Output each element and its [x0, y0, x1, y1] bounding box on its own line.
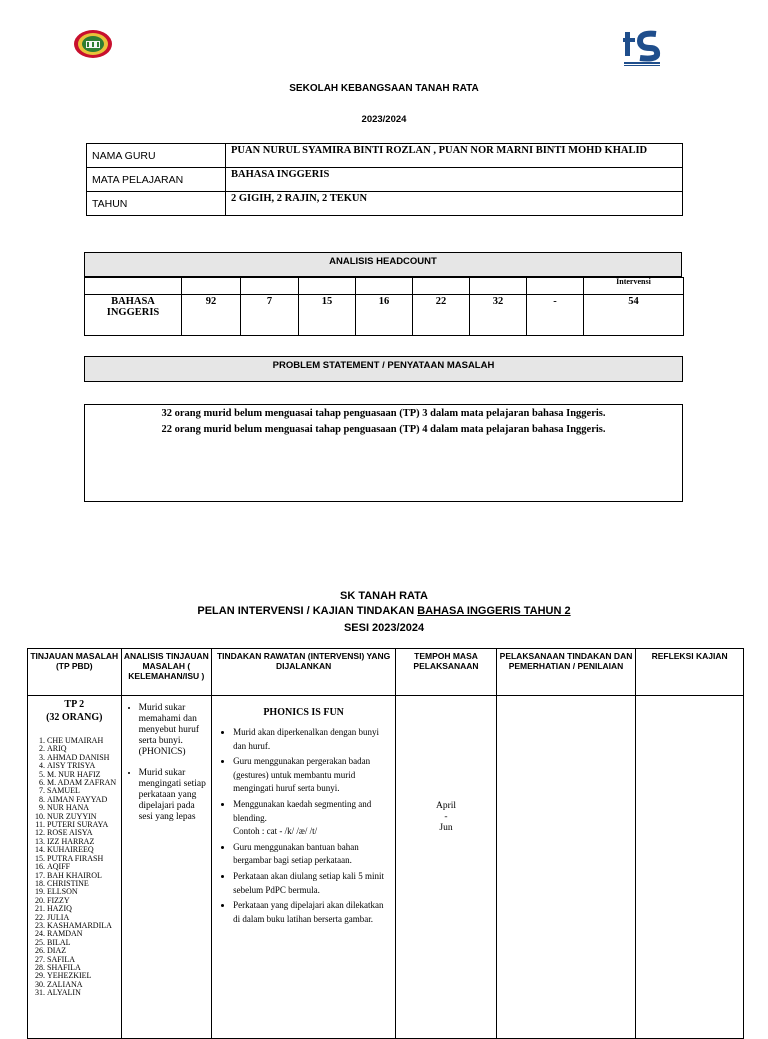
headcount-value: 16: [356, 295, 413, 336]
headcount-header-row: [85, 278, 684, 295]
student-list: [29, 737, 120, 998]
headcount-value: 15: [299, 295, 356, 336]
headcount-data-row: [85, 295, 684, 336]
tempoh-end: Jun: [439, 823, 453, 833]
student-name: 30. ZALIANA: [47, 981, 120, 989]
table-row: [28, 696, 744, 1039]
student-name: 7. SAMUEL: [47, 787, 120, 795]
info-row: [87, 144, 683, 168]
header-refleksi: REFLEKSI KAJIAN: [636, 649, 744, 696]
teacher-info-table: [86, 143, 683, 216]
student-name: 1. CHE UMAIRAH: [47, 737, 120, 745]
student-name: 19. ELLSON: [47, 888, 120, 896]
student-name: 20. FIZZY: [47, 897, 120, 905]
student-name: 29. YEHEZKIEL: [47, 972, 120, 980]
tindakan-cell: [212, 696, 396, 1039]
headcount-value: 54: [584, 295, 684, 336]
problem-statement-box: [84, 404, 683, 502]
problem-line: 22 orang murid belum menguasai tahap penguasaan (TP) 4 dalam mata pelajaran bahasa Inggeris.: [161, 424, 606, 435]
plan-title: [0, 605, 768, 617]
header-tindakan: TINDAKAN RAWATAN (INTERVENSI) YANG DIJALANKAN: [212, 649, 396, 696]
pelaksanaan-cell: [496, 696, 635, 1039]
school-crest-icon: [73, 29, 113, 59]
plan-session: SESI 2023/2024: [343, 622, 425, 634]
tempoh-dash: -: [444, 812, 448, 822]
student-name: 23. KASHAMARDILA: [47, 922, 120, 930]
student-name: 2. ARIQ: [47, 745, 120, 753]
header-tinjauan: TINJAUAN MASALAH (TP PBD): [28, 649, 122, 696]
student-name: 24. RAMDAN: [47, 930, 120, 938]
tinjauan-cell: [28, 696, 122, 1039]
header-analisis: ANALISIS TINJAUAN MASALAH ( KELEMAHAN/ISU ): [121, 649, 212, 696]
school-name: SEKOLAH KEBANGSAAN TANAH RATA: [289, 83, 479, 94]
list-item: • Perkataan akan diulang setiap kali 5 minit sebelum PdPC bermula.: [233, 870, 392, 897]
student-name: 6. M. ADAM ZAFRAN: [47, 779, 120, 787]
plan-title-prefix: PELAN INTERVENSI / KAJIAN TINDAKAN: [197, 605, 418, 617]
student-name: 31. ALYALIN: [47, 989, 120, 997]
academic-year: 2023/2024: [361, 114, 407, 125]
list-item: • Murid akan diperkenalkan dengan bunyi dan huruf.: [233, 726, 392, 753]
student-name: 3. AHMAD DANISH: [47, 754, 120, 762]
header-pelaksanaan: PELAKSANAAN TINDAKAN DAN PEMERHATIAN / PENILAIAN: [496, 649, 635, 696]
info-label: NAMA GURU: [87, 144, 226, 168]
action-text: Menggunakan kaedah segmenting and blending.: [233, 798, 372, 823]
action-title: PHONICS IS FUN: [263, 707, 344, 718]
list-item: • Guru menggunakan pergerakan badan (gestures) untuk membantu murid mengingati huruf serta bunyi.: [233, 755, 392, 796]
info-row: [87, 168, 683, 192]
action-list: [213, 726, 392, 926]
list-item: • Murid sukar mengingati setiap perkataan yang dipelajari pada sesi yang lepas: [139, 768, 211, 823]
tp-count: (32 ORANG): [46, 712, 103, 723]
example-text: Contoh : cat - /k/ /æ/ /t/: [233, 826, 318, 837]
list-item: • Murid sukar memahami dan menyebut huruf serta bunyi. (PHONICS): [139, 703, 211, 758]
info-value: BAHASA INGGERIS: [226, 168, 683, 192]
tempoh-start: April: [435, 801, 457, 811]
student-name: 17. BAH KHAIROL: [47, 872, 120, 880]
subject-cell: BAHASA INGGERIS: [85, 295, 182, 336]
student-name: 25. BILAL: [47, 939, 120, 947]
tp-title: TP 2: [64, 699, 85, 710]
student-name: 9. NUR HANA: [47, 804, 120, 812]
student-name: 12. ROSE AISYA: [47, 829, 120, 837]
info-label: TAHUN: [87, 192, 226, 216]
list-item: [233, 798, 392, 839]
ts25-logo-icon: [622, 28, 662, 68]
intervention-table: [27, 648, 744, 1039]
info-label: MATA PELAJARAN: [87, 168, 226, 192]
refleksi-cell: [636, 696, 744, 1039]
plan-title-subject: BAHASA INGGERIS TAHUN 2: [417, 605, 571, 617]
student-name: 16. AQIFF: [47, 863, 120, 871]
student-name: 11. PUTERI SURAYA: [47, 821, 120, 829]
issue-list: [123, 703, 211, 823]
student-name: 8. AIMAN FAYYAD: [47, 796, 120, 804]
info-value: PUAN NURUL SYAMIRA BINTI ROZLAN , PUAN NOR MARNI BINTI MOHD KHALID: [226, 144, 683, 168]
student-name: 28. SHAFILA: [47, 964, 120, 972]
problem-line: 32 orang murid belum menguasai tahap penguasaan (TP) 3 dalam mata pelajaran bahasa Inggeris.: [161, 408, 606, 419]
student-name: 5. M. NUR HAFIZ: [47, 771, 120, 779]
headcount-value: 22: [413, 295, 470, 336]
info-value: 2 GIGIH, 2 RAJIN, 2 TEKUN: [226, 192, 683, 216]
student-name: 10. NUR ZUYYIN: [47, 813, 120, 821]
headcount-table: [84, 277, 684, 336]
student-name: 26. DIAZ: [47, 947, 120, 955]
student-name: 21. HAZIQ: [47, 905, 120, 913]
student-name: 18. CHRISTINE: [47, 880, 120, 888]
student-name: 27. SAFILA: [47, 956, 120, 964]
intervensi-header: Intervensi: [584, 278, 684, 295]
student-name: 22. JULIA: [47, 914, 120, 922]
list-item: • Guru menggunakan bantuan bahan bergambar bagi setiap perkataan.: [233, 841, 392, 868]
list-item: • Perkataan yang dipelajari akan dilekatkan di dalam buku latihan berserta gambar.: [233, 899, 392, 926]
student-name: 13. IZZ HARRAZ: [47, 838, 120, 846]
student-name: 15. PUTRA FIRASH: [47, 855, 120, 863]
headcount-value: 92: [182, 295, 241, 336]
header-tempoh: TEMPOH MASA PELAKSANAAN: [396, 649, 497, 696]
tempoh-period: [397, 801, 495, 834]
headcount-value: -: [527, 295, 584, 336]
analisis-cell: [121, 696, 212, 1039]
headcount-value: 32: [470, 295, 527, 336]
student-name: 14. KUHAIREEQ: [47, 846, 120, 854]
headcount-title: ANALISIS HEADCOUNT: [84, 252, 682, 277]
info-row: [87, 192, 683, 216]
problem-statement-title: PROBLEM STATEMENT / PENYATAAN MASALAH: [84, 356, 683, 382]
table-header-row: [28, 649, 744, 696]
headcount-value: 7: [241, 295, 299, 336]
student-name: 4. AISY TRISYA: [47, 762, 120, 770]
tempoh-cell: [396, 696, 497, 1039]
plan-school: SK TANAH RATA: [340, 590, 428, 602]
